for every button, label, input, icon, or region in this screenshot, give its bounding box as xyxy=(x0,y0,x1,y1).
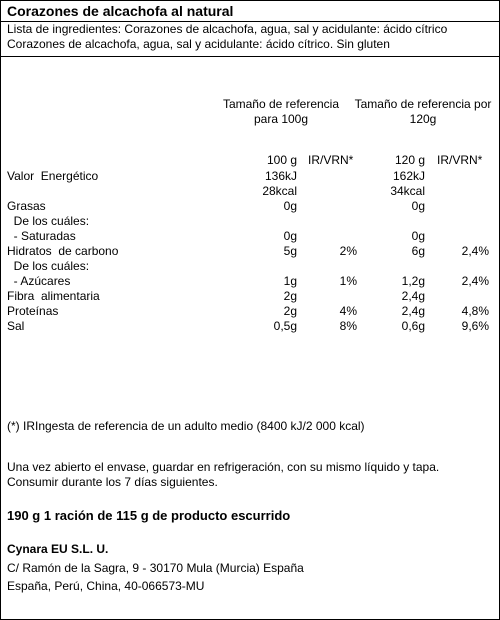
nutrient-label: Grasas xyxy=(7,199,46,213)
nutrient-ir-120g: 9,6% xyxy=(461,319,489,333)
net-weight: 190 g 1 ración de 115 g de producto escurrido xyxy=(7,508,291,523)
nutrient-value-100g: 2g xyxy=(283,304,297,318)
footnote: (*) IRIngesta de referencia de un adulto medio (8400 kJ/2 000 kcal) xyxy=(7,419,365,433)
company-address: C/ Ramón de la Sagra, 9 - 30170 Mula (Murcia) España xyxy=(7,561,304,575)
nutrient-value-100g: 28kcal xyxy=(262,184,297,198)
nutrient-value-100g: 0,5g xyxy=(273,319,297,333)
nutrient-value-100g: 136kJ xyxy=(264,169,297,183)
ingredients-divider xyxy=(1,56,499,57)
nutrient-value-120g: 6g xyxy=(411,244,425,258)
col2-header xyxy=(347,97,499,127)
nutrient-value-120g: 2,4g xyxy=(401,304,425,318)
company-origin: España, Perú, China, 40-066573-MU xyxy=(7,579,205,593)
col2-header-line2: 120g xyxy=(409,112,437,126)
nutrient-ir-120g: 2,4% xyxy=(461,244,489,258)
nutrient-label: Hidratos de carbono xyxy=(7,244,119,258)
nutrient-ir-120g: 2,4% xyxy=(461,274,489,288)
col1-header-line1: Tamaño de referencia xyxy=(222,97,340,111)
nutrient-label: De los cuáles: xyxy=(7,214,90,228)
nutrient-value-120g: 34kcal xyxy=(390,184,425,198)
nutrient-value-120g: 162kJ xyxy=(392,169,425,183)
nutrient-value-120g: 0g xyxy=(411,199,425,213)
nutrient-ir-100g: 8% xyxy=(339,319,357,333)
col2-size: 120 g xyxy=(394,153,425,167)
nutrient-ir-100g: 2% xyxy=(339,244,357,258)
col1-header-line2: para 100g xyxy=(253,112,309,126)
nutrient-value-100g: 0g xyxy=(283,229,297,243)
nutrient-label: - Saturadas xyxy=(7,229,76,243)
nutrient-value-100g: 2g xyxy=(283,289,297,303)
nutrient-label: - Azúcares xyxy=(7,274,71,288)
nutrient-value-100g: 1g xyxy=(283,274,297,288)
nutrient-ir-120g: 4,8% xyxy=(461,304,489,318)
storage-line-1: Una vez abierto el envase, guardar en refrigeración, con su mismo líquido y tapa. xyxy=(7,460,440,474)
nutrient-value-120g: 0g xyxy=(411,229,425,243)
product-title: Corazones de alcachofa al natural xyxy=(7,3,234,19)
col2-ir-header: IR/VRN* xyxy=(437,153,483,167)
col1-header xyxy=(216,97,346,127)
col1-size: 100 g xyxy=(266,153,297,167)
nutrient-ir-100g: 4% xyxy=(339,304,357,318)
col2-header-line1: Tamaño de referencia por xyxy=(354,97,492,111)
nutrient-label: Fibra alimentaria xyxy=(7,289,100,303)
company-name: Cynara EU S.L. U. xyxy=(7,542,109,556)
nutrient-label: Proteínas xyxy=(7,304,59,318)
ingredients-list: Lista de ingredientes: Corazones de alcachofa, agua, sal y acidulante: ácido cítrico Corazones de alcachofa, agua, sal y acidulante: ácido cítrico. Sin gluten xyxy=(7,22,448,51)
nutrient-label: Valor Energético xyxy=(7,169,99,183)
nutrient-value-120g: 2,4g xyxy=(401,289,425,303)
storage-line-2: Consumir durante los 7 días siguientes. xyxy=(7,475,218,489)
col1-ir-header: IR/VRN* xyxy=(308,153,354,167)
nutrient-value-120g: 0,6g xyxy=(401,319,425,333)
nutrient-label: Sal xyxy=(7,319,25,333)
nutrient-value-100g: 5g xyxy=(283,244,297,258)
nutrient-value-120g: 1,2g xyxy=(401,274,425,288)
nutrient-value-100g: 0g xyxy=(283,199,297,213)
nutrient-label: De los cuáles: xyxy=(7,259,90,273)
nutrient-ir-100g: 1% xyxy=(339,274,357,288)
